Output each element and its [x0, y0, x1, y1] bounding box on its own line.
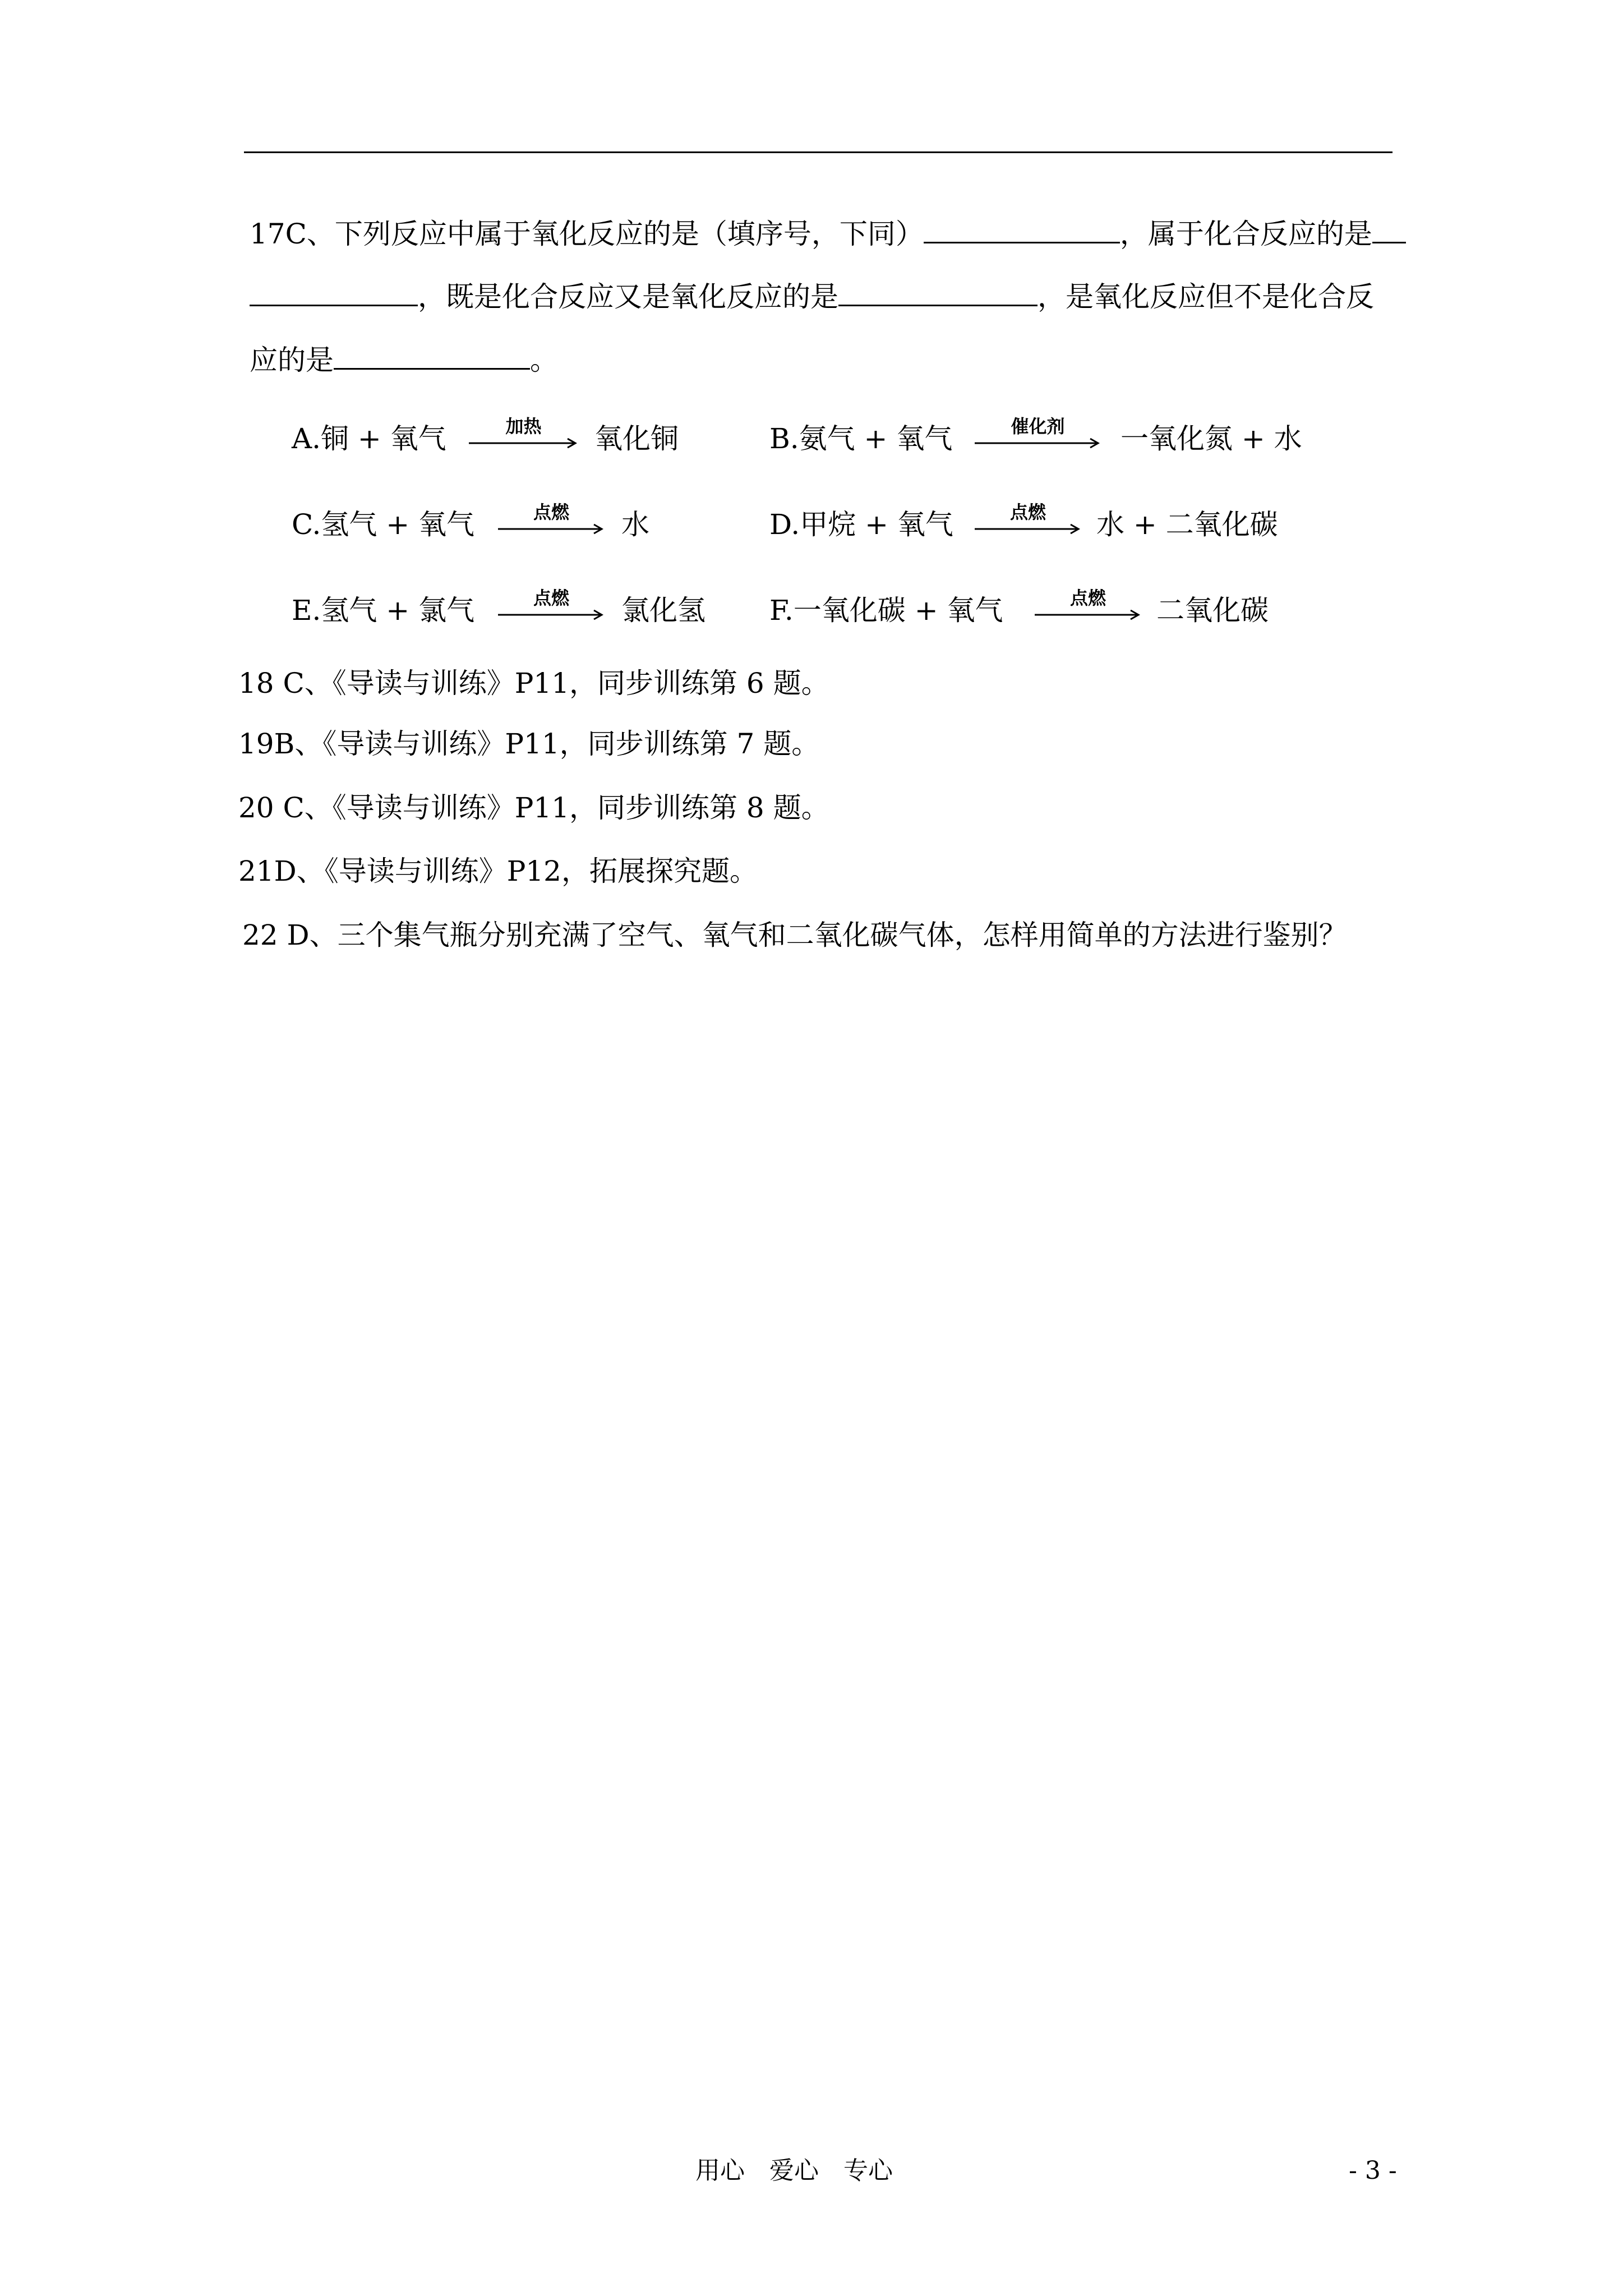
arrow-icon — [498, 523, 605, 535]
option-b-condition: 催化剂 — [1011, 416, 1065, 437]
q17-text-2b: ，是氧化反应但不是化合反 — [1038, 280, 1374, 313]
option-f-products: 二氧化碳 — [1156, 594, 1269, 627]
option-c-products: 水 — [621, 508, 649, 541]
option-d-arrow — [975, 502, 1081, 541]
option-c-reactants: C.氢气 + 氧气 — [292, 508, 475, 541]
header-rule — [244, 151, 1393, 153]
option-f-arrow — [1035, 588, 1141, 627]
question-20: 20 C、《导读与训练》P11，同步训练第 8 题。 — [238, 792, 829, 824]
option-e-products: 氯化氢 — [621, 594, 706, 627]
q17-text-2a: ，既是化合反应又是氧化反应的是 — [418, 280, 838, 313]
option-b-products: 一氧化氮 + 水 — [1121, 422, 1302, 455]
option-b-reactants: B.氨气 + 氧气 — [769, 422, 953, 455]
option-a-reactants: A.铜 + 氧气 — [292, 422, 446, 455]
option-d-products: 水 + 二氧化碳 — [1096, 508, 1278, 541]
question-22: 22 D、三个集气瓶分别充满了空气、氧气和二氧化碳气体，怎样用简单的方法进行鉴别？ — [242, 919, 1347, 951]
arrow-icon — [975, 438, 1101, 449]
arrow-icon — [469, 438, 578, 449]
q17-line-1 — [250, 216, 1406, 251]
arrow-icon — [975, 523, 1081, 535]
option-a-products: 氧化铜 — [594, 422, 679, 455]
q17-line-2 — [250, 279, 1374, 314]
option-e-arrow — [498, 588, 605, 627]
question-21: 21D、《导读与训练》P12，拓展探究题。 — [238, 855, 758, 887]
q17-blank-combination[interactable] — [250, 279, 418, 306]
q17-text-3b: 。 — [530, 344, 558, 376]
q17-text-3a: 应的是 — [250, 344, 334, 376]
option-c-condition: 点燃 — [533, 501, 569, 523]
question-18: 18 C、《导读与训练》P11，同步训练第 6 题。 — [238, 667, 829, 700]
arrow-icon — [1035, 609, 1141, 620]
footer-motto: 用心 爱心 专心 — [695, 2156, 893, 2185]
page-number: - 3 - — [1349, 2156, 1397, 2185]
arrow-icon — [498, 609, 605, 620]
option-e-condition: 点燃 — [533, 587, 569, 609]
option-f-condition: 点燃 — [1069, 587, 1106, 609]
question-19: 19B、《导读与训练》P11，同步训练第 7 题。 — [238, 728, 820, 760]
q17-blank-oxidation-not-combination[interactable] — [334, 342, 530, 370]
option-a-arrow — [469, 416, 578, 455]
option-d-condition: 点燃 — [1009, 501, 1046, 523]
option-c-arrow — [498, 502, 605, 541]
q17-blank-both[interactable] — [838, 279, 1038, 306]
q17-blank-combination-start[interactable] — [1372, 216, 1406, 243]
option-b-arrow — [975, 416, 1101, 455]
q17-text-1b: ，属于化合反应的是 — [1119, 218, 1372, 250]
option-d-reactants: D.甲烷 + 氧气 — [769, 508, 953, 541]
option-a-condition: 加热 — [505, 416, 542, 437]
q17-text-1a: 17C、下列反应中属于氧化反应的是（填序号，下同） — [250, 218, 924, 250]
q17-blank-oxidation[interactable] — [924, 216, 1120, 243]
option-e-reactants: E.氢气 + 氯气 — [292, 594, 475, 627]
option-f-reactants: F.一氧化碳 + 氧气 — [769, 594, 1003, 627]
q17-line-3 — [250, 342, 558, 377]
